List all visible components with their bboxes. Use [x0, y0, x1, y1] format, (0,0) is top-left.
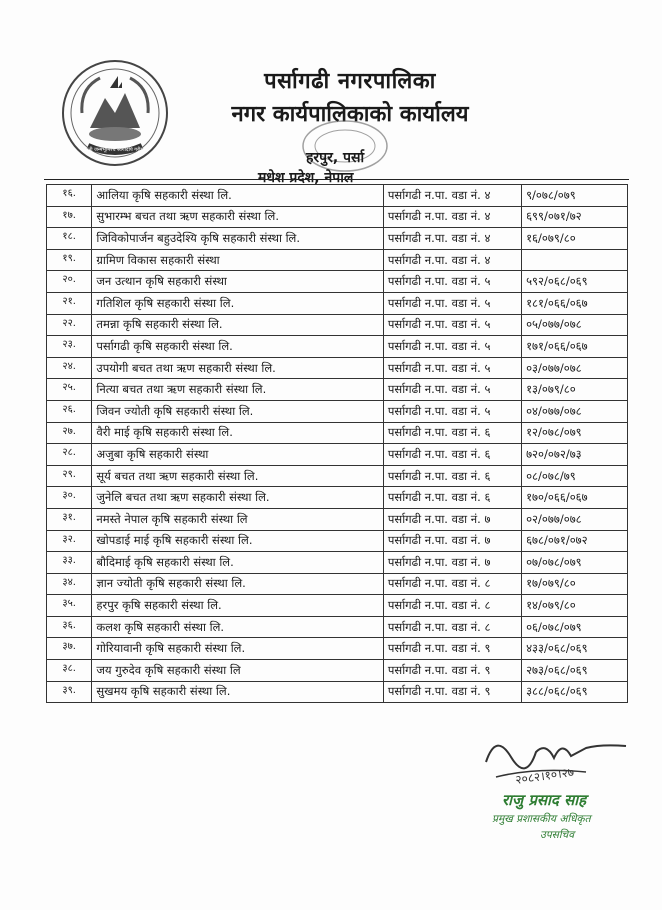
registration-number: ०३/०७७/०७८	[522, 357, 628, 379]
row-number: २०.	[47, 271, 92, 293]
cooperative-address: पर्सागढी न.पा. वडा नं. ७	[383, 552, 521, 574]
cooperative-address: पर्सागढी न.पा. वडा नं. ४	[383, 206, 521, 228]
cooperative-address: पर्सागढी न.पा. वडा नं. ६	[383, 444, 521, 466]
registration-number: ४३३/०६८/०६९	[522, 638, 628, 660]
cooperative-address: पर्सागढी न.पा. वडा नं. ८	[383, 595, 521, 617]
cooperative-address: पर्सागढी न.पा. वडा नं. ५	[383, 357, 521, 379]
table-row	[47, 357, 628, 379]
cooperative-address: पर्सागढी न.पा. वडा नं. ५	[383, 314, 521, 336]
cooperative-name: गोरियावानी कृषि सहकारी संस्था लि.	[92, 638, 384, 660]
handwritten-signature-icon	[476, 722, 646, 792]
cooperative-address: पर्सागढी न.पा. वडा नं. ४	[383, 249, 521, 271]
cooperative-name: सुखमय कृषि सहकारी संस्था लि.	[92, 681, 384, 703]
row-number: २३.	[47, 336, 92, 358]
table-row	[47, 292, 628, 314]
row-number: २४.	[47, 357, 92, 379]
cooperative-address: पर्सागढी न.पा. वडा नं. ४	[383, 228, 521, 250]
table-row	[47, 314, 628, 336]
cooperative-name: आलिया कृषि सहकारी संस्था लि.	[92, 185, 384, 207]
cooperative-name: नित्या बचत तथा ऋण सहकारी संस्था लि.	[92, 379, 384, 401]
row-number: ३०.	[47, 487, 92, 509]
table-row	[47, 228, 628, 250]
table-row	[47, 422, 628, 444]
registration-number: ०५/०७७/०७८	[522, 314, 628, 336]
row-number: १९.	[47, 249, 92, 271]
cooperative-address: पर्सागढी न.पा. वडा नं. ८	[383, 616, 521, 638]
row-number: २१.	[47, 292, 92, 314]
cooperative-name: गतिशिल कृषि सहकारी संस्था लि.	[92, 292, 384, 314]
row-number: २९.	[47, 465, 92, 487]
registration-number: १७०/०६६/०६७	[522, 487, 628, 509]
province-name: मधेश प्रदेश, नेपाल	[258, 170, 354, 186]
cooperative-address: पर्सागढी न.पा. वडा नं. ९	[383, 660, 521, 682]
cooperative-name: बौदिमाई कृषि सहकारी संस्था लि.	[92, 552, 384, 574]
cooperative-name: जन उत्थान कृषि सहकारी संस्था	[92, 271, 384, 293]
cooperative-name: पर्सागढी कृषि सहकारी संस्था लि.	[92, 336, 384, 358]
row-number: ३९.	[47, 681, 92, 703]
cooperative-name: कलश कृषि सहकारी संस्था लि.	[92, 616, 384, 638]
registration-number: १७/०७९/८०	[522, 573, 628, 595]
registration-number: १७१/०६६/०६७	[522, 336, 628, 358]
table-row	[47, 444, 628, 466]
cooperative-name: उपयोगी बचत तथा ऋण सहकारी संस्था लि.	[92, 357, 384, 379]
registration-number	[522, 249, 628, 271]
registration-number: ६७८/०७१/०७२	[522, 530, 628, 552]
municipality-title: पर्सागढी नगरपालिका	[264, 69, 436, 94]
town-name: हरपुर, पर्सा	[306, 150, 365, 166]
registration-number: ३८८/०६८/०६९	[522, 681, 628, 703]
cooperative-name: तमन्ना कृषि सहकारी संस्था लि.	[92, 314, 384, 336]
signatory-name: राजु प्रसाद साह	[502, 791, 587, 809]
row-number: ३६.	[47, 616, 92, 638]
cooperative-name: जिविकोपार्जन बहुउदेश्यि कृषि सहकारी संस्था लि.	[92, 228, 384, 250]
registration-number: ९/०७८/०७९	[522, 185, 628, 207]
registration-number: १८१/०६६/०६७	[522, 292, 628, 314]
registration-number: ०२/०७७/०७८	[522, 508, 628, 530]
table-row	[47, 206, 628, 228]
cooperative-name: जुनेलि बचत तथा ऋण सहकारी संस्था लि.	[92, 487, 384, 509]
table-row	[47, 530, 628, 552]
registration-number: ७२०/०७२/७३	[522, 444, 628, 466]
cooperative-name: सुभारम्भ बचत तथा ऋण सहकारी संस्था लि.	[92, 206, 384, 228]
cooperative-address: पर्सागढी न.पा. वडा नं. ५	[383, 400, 521, 422]
office-address	[258, 148, 364, 188]
svg-text:२०८२।१०।२७: २०८२।१०।२७	[514, 764, 575, 787]
table-row	[47, 595, 628, 617]
row-number: ३१.	[47, 508, 92, 530]
svg-text:जननी जन्मभूमिश्च स्वर्गादपि गर: जननी जन्मभूमिश्च स्वर्गादपि गरीयसी	[81, 147, 149, 153]
cooperative-name: नमस्ते नेपाल कृषि सहकारी संस्था लि	[92, 508, 384, 530]
registration-number: ६९९/०७१/७२	[522, 206, 628, 228]
cooperative-address: पर्सागढी न.पा. वडा नं. ७	[383, 508, 521, 530]
registration-number: १३/०७९/८०	[522, 379, 628, 401]
cooperative-name: खोपडाई माई कृषि सहकारी संस्था लि.	[92, 530, 384, 552]
table-row	[47, 573, 628, 595]
table-row	[47, 400, 628, 422]
registration-number: १२/०७८/०७९	[522, 422, 628, 444]
registration-number: ०४/०७७/०७८	[522, 400, 628, 422]
registration-number: ०६/०७८/०७९	[522, 616, 628, 638]
table-row	[47, 638, 628, 660]
cooperative-address: पर्सागढी न.पा. वडा नं. ५	[383, 379, 521, 401]
table-row	[47, 465, 628, 487]
cooperative-address: पर्सागढी न.पा. वडा नं. ४	[383, 185, 521, 207]
cooperatives-table	[46, 184, 628, 703]
row-number: १७.	[47, 206, 92, 228]
cooperative-address: पर्सागढी न.पा. वडा नं. ५	[383, 336, 521, 358]
nepal-emblem-icon	[60, 58, 170, 168]
cooperative-name: ज्ञान ज्योती कृषि सहकारी संस्था लि.	[92, 573, 384, 595]
row-number: ३८.	[47, 660, 92, 682]
registration-number: ५९२/०६८/०६९	[522, 271, 628, 293]
cooperative-name: अजुबा कृषि सहकारी संस्था	[92, 444, 384, 466]
cooperative-address: पर्सागढी न.पा. वडा नं. ५	[383, 271, 521, 293]
cooperative-address: पर्सागढी न.पा. वडा नं. ८	[383, 573, 521, 595]
cooperative-address: पर्सागढी न.पा. वडा नं. ५	[383, 292, 521, 314]
registration-number: १४/०७९/८०	[522, 595, 628, 617]
registration-number: १६/०७९/८०	[522, 228, 628, 250]
row-number: ३३.	[47, 552, 92, 574]
cooperative-address: पर्सागढी न.पा. वडा नं. ६	[383, 487, 521, 509]
table-row	[47, 681, 628, 703]
table-row	[47, 271, 628, 293]
table-row	[47, 249, 628, 271]
registration-number: ०८/०७८/७९	[522, 465, 628, 487]
row-number: २५.	[47, 379, 92, 401]
cooperative-address: पर्सागढी न.पा. वडा नं. ९	[383, 638, 521, 660]
signatory-designation: प्रमुख प्रशासकीय अधिकृत	[492, 813, 591, 825]
cooperative-address: पर्सागढी न.पा. वडा नं. ९	[383, 681, 521, 703]
row-number: २६.	[47, 400, 92, 422]
office-subtitle: नगर कार्यपालिकाको कार्यालय	[231, 102, 469, 127]
cooperative-address: पर्सागढी न.पा. वडा नं. ६	[383, 422, 521, 444]
registration-number: २७३/०६८/०६९	[522, 660, 628, 682]
cooperative-name: जय गुरुदेव कृषि सहकारी संस्था लि	[92, 660, 384, 682]
row-number: २७.	[47, 422, 92, 444]
signatory-rank: उपसचिव	[540, 829, 575, 841]
row-number: ३४.	[47, 573, 92, 595]
cooperative-address: पर्सागढी न.पा. वडा नं. ६	[383, 465, 521, 487]
row-number: ३७.	[47, 638, 92, 660]
table-row	[47, 185, 628, 207]
cooperative-name: जिवन ज्योती कृषि सहकारी संस्था लि.	[92, 400, 384, 422]
cooperative-name: ग्रामिण विकास सहकारी संस्था	[92, 249, 384, 271]
cooperative-name: सूर्य बचत तथा ऋण सहकारी संस्था लि.	[92, 465, 384, 487]
cooperative-name: वैरी माई कृषि सहकारी संस्था लि.	[92, 422, 384, 444]
table-row	[47, 552, 628, 574]
table-row	[47, 379, 628, 401]
row-number: २८.	[47, 444, 92, 466]
row-number: १८.	[47, 228, 92, 250]
row-number: २२.	[47, 314, 92, 336]
table-row	[47, 336, 628, 358]
table-row	[47, 660, 628, 682]
row-number: ३५.	[47, 595, 92, 617]
row-number: ३२.	[47, 530, 92, 552]
table-row	[47, 508, 628, 530]
cooperative-name: हरपुर कृषि सहकारी संस्था लि.	[92, 595, 384, 617]
row-number: १६.	[47, 185, 92, 207]
table-row	[47, 616, 628, 638]
registration-number: ०७/०७८/०७९	[522, 552, 628, 574]
header-divider	[44, 179, 629, 180]
table-row	[47, 487, 628, 509]
cooperative-address: पर्सागढी न.पा. वडा नं. ७	[383, 530, 521, 552]
